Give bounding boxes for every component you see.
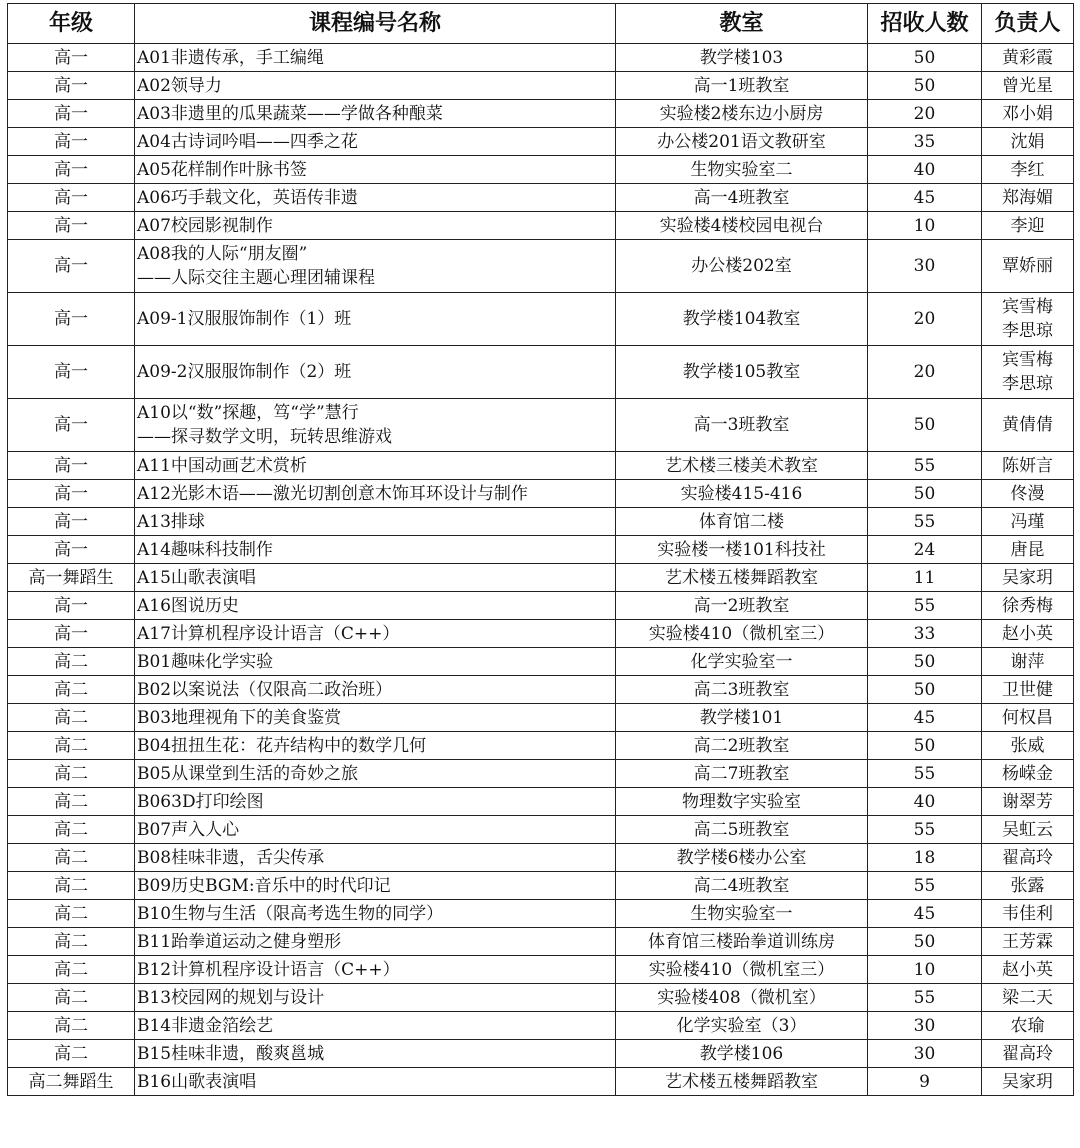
course-line: A13排球 <box>137 511 205 532</box>
course-cell <box>135 872 616 900</box>
course-line: A11中国动画艺术赏析 <box>137 455 307 476</box>
leader-cell <box>982 508 1074 536</box>
grade-cell: 高二 <box>8 984 135 1012</box>
count-cell: 50 <box>868 648 982 676</box>
table-row <box>8 1068 1074 1096</box>
room-cell: 实验楼2楼东边小厨房 <box>616 100 868 128</box>
course-line: B05从课堂到生活的奇妙之旅 <box>137 763 359 784</box>
table-row <box>8 788 1074 816</box>
leader-cell <box>982 984 1074 1012</box>
count-cell: 9 <box>868 1068 982 1096</box>
leader-line: 黄倩倩 <box>1002 415 1053 435</box>
header-grade: 年级 <box>8 4 135 44</box>
leader-cell <box>982 788 1074 816</box>
grade-cell: 高二 <box>8 648 135 676</box>
grade-cell: 高一 <box>8 44 135 72</box>
room-cell: 高二5班教室 <box>616 816 868 844</box>
room-cell: 体育馆二楼 <box>616 508 868 536</box>
course-table <box>7 3 1074 1096</box>
leader-line: 何权昌 <box>1002 707 1053 728</box>
table-row <box>8 872 1074 900</box>
grade-cell: 高二 <box>8 704 135 732</box>
table-row <box>8 1012 1074 1040</box>
count-cell: 30 <box>868 240 982 293</box>
course-cell <box>135 676 616 704</box>
leader-line: 吴家玥 <box>1002 1071 1053 1092</box>
room-cell: 教学楼101 <box>616 704 868 732</box>
course-line: B14非遗金箔绘艺 <box>137 1015 274 1036</box>
count-cell: 10 <box>868 212 982 240</box>
grade-cell: 高二 <box>8 760 135 788</box>
table-row <box>8 293 1074 346</box>
leader-line: 李思琼 <box>1002 321 1053 341</box>
table-row <box>8 44 1074 72</box>
room-cell: 教学楼106 <box>616 1040 868 1068</box>
header-row <box>8 4 1074 44</box>
grade-cell: 高一 <box>8 184 135 212</box>
count-cell: 11 <box>868 564 982 592</box>
leader-line: 谢翠芳 <box>1002 791 1053 812</box>
course-cell <box>135 156 616 184</box>
course-cell <box>135 44 616 72</box>
table-row <box>8 704 1074 732</box>
count-cell: 50 <box>868 480 982 508</box>
table-row <box>8 72 1074 100</box>
room-cell: 办公楼201语文教研室 <box>616 128 868 156</box>
grade-cell: 高一 <box>8 536 135 564</box>
course-cell <box>135 984 616 1012</box>
leader-line: 张威 <box>1010 735 1045 756</box>
room-cell: 实验楼一楼101科技社 <box>616 536 868 564</box>
count-cell: 30 <box>868 1012 982 1040</box>
room-cell: 生物实验室二 <box>616 156 868 184</box>
course-line: B11跆拳道运动之健身塑形 <box>137 931 342 952</box>
leader-cell <box>982 704 1074 732</box>
table-row <box>8 760 1074 788</box>
room-cell: 艺术楼三楼美术教室 <box>616 452 868 480</box>
leader-line: 沈娟 <box>1010 131 1045 152</box>
grade-cell: 高一 <box>8 72 135 100</box>
course-line: A01非遗传承，手工编绳 <box>137 47 324 68</box>
course-cell <box>135 212 616 240</box>
leader-line: 吴家玥 <box>1002 567 1053 588</box>
leader-cell <box>982 184 1074 212</box>
header-leader: 负责人 <box>982 4 1074 44</box>
table-row <box>8 156 1074 184</box>
course-cell <box>135 480 616 508</box>
grade-cell: 高一 <box>8 156 135 184</box>
room-cell: 实验楼4楼校园电视台 <box>616 212 868 240</box>
leader-cell <box>982 844 1074 872</box>
leader-cell <box>982 100 1074 128</box>
count-cell: 55 <box>868 984 982 1012</box>
leader-cell <box>982 620 1074 648</box>
course-line: B13校园网的规划与设计 <box>137 987 325 1008</box>
leader-line: 曾光星 <box>1002 75 1053 96</box>
count-cell: 55 <box>868 760 982 788</box>
leader-cell <box>982 564 1074 592</box>
leader-cell <box>982 346 1074 399</box>
course-cell <box>135 1012 616 1040</box>
room-cell: 高一2班教室 <box>616 592 868 620</box>
header-room: 教室 <box>616 4 868 44</box>
leader-line: 梁二天 <box>1002 987 1053 1008</box>
count-cell: 40 <box>868 788 982 816</box>
count-cell: 55 <box>868 592 982 620</box>
course-cell <box>135 648 616 676</box>
course-cell <box>135 592 616 620</box>
room-cell: 教学楼103 <box>616 44 868 72</box>
leader-cell <box>982 592 1074 620</box>
count-cell: 40 <box>868 156 982 184</box>
course-cell <box>135 399 616 452</box>
grade-cell: 高一 <box>8 128 135 156</box>
count-cell: 24 <box>868 536 982 564</box>
table-row <box>8 128 1074 156</box>
leader-cell <box>982 648 1074 676</box>
table-row <box>8 536 1074 564</box>
leader-line: 卫世健 <box>1002 679 1053 700</box>
count-cell: 10 <box>868 956 982 984</box>
room-cell: 化学实验室一 <box>616 648 868 676</box>
course-line: A07校园影视制作 <box>137 215 273 236</box>
grade-cell: 高一舞蹈生 <box>8 564 135 592</box>
course-cell <box>135 1040 616 1068</box>
course-cell <box>135 72 616 100</box>
count-cell: 50 <box>868 399 982 452</box>
leader-line: 翟高玲 <box>1002 1043 1053 1064</box>
leader-line: 赵小英 <box>1002 959 1053 980</box>
course-cell <box>135 508 616 536</box>
table-row <box>8 399 1074 452</box>
course-line: A15山歌表演唱 <box>137 567 256 588</box>
course-line: ——人际交往主题心理团辅课程 <box>137 268 375 288</box>
count-cell: 33 <box>868 620 982 648</box>
course-line: B01趣味化学实验 <box>137 651 274 672</box>
leader-cell <box>982 1012 1074 1040</box>
table-row <box>8 346 1074 399</box>
leader-line: 宾雪梅 <box>1002 297 1053 317</box>
count-cell: 50 <box>868 72 982 100</box>
room-cell: 生物实验室一 <box>616 900 868 928</box>
course-cell <box>135 956 616 984</box>
course-cell <box>135 564 616 592</box>
leader-line: 吴虹云 <box>1002 819 1053 840</box>
course-line: ——探寻数学文明，玩转思维游戏 <box>137 427 392 447</box>
course-cell <box>135 240 616 293</box>
count-cell: 35 <box>868 128 982 156</box>
grade-cell: 高二 <box>8 1012 135 1040</box>
count-cell: 45 <box>868 900 982 928</box>
header-course: 课程编号名称 <box>135 4 616 44</box>
course-cell <box>135 452 616 480</box>
leader-cell <box>982 536 1074 564</box>
leader-cell <box>982 240 1074 293</box>
leader-line: 邓小娟 <box>1002 103 1053 124</box>
leader-cell <box>982 480 1074 508</box>
course-line: B063D打印绘图 <box>137 791 264 812</box>
table-row <box>8 732 1074 760</box>
course-cell <box>135 816 616 844</box>
course-line: A08我的人际“朋友圈” <box>137 244 308 264</box>
leader-line: 佟漫 <box>1010 483 1045 504</box>
room-cell: 实验楼415-416 <box>616 480 868 508</box>
grade-cell: 高二 <box>8 928 135 956</box>
course-line: A10以“数”探趣，笃“学”慧行 <box>137 403 359 423</box>
course-line: B08桂味非遗，舌尖传承 <box>137 847 325 868</box>
count-cell: 55 <box>868 872 982 900</box>
table-row <box>8 452 1074 480</box>
grade-cell: 高二 <box>8 732 135 760</box>
course-line: A16图说历史 <box>137 595 239 616</box>
table-row <box>8 480 1074 508</box>
room-cell: 艺术楼五楼舞蹈教室 <box>616 1068 868 1096</box>
leader-line: 宾雪梅 <box>1002 350 1053 370</box>
room-cell: 教学楼104教室 <box>616 293 868 346</box>
leader-line: 郑海媚 <box>1002 187 1053 208</box>
table-row <box>8 100 1074 128</box>
count-cell: 55 <box>868 452 982 480</box>
course-line: B07声入人心 <box>137 819 240 840</box>
grade-cell: 高二 <box>8 1040 135 1068</box>
course-line: A06巧手载文化，英语传非遗 <box>137 187 358 208</box>
leader-line: 谢萍 <box>1010 651 1045 672</box>
room-cell: 化学实验室（3） <box>616 1012 868 1040</box>
leader-cell <box>982 872 1074 900</box>
leader-line: 覃娇丽 <box>1002 256 1053 276</box>
leader-cell <box>982 676 1074 704</box>
course-cell <box>135 293 616 346</box>
grade-cell: 高一 <box>8 100 135 128</box>
leader-cell <box>982 1068 1074 1096</box>
course-line: B12计算机程序设计语言（C++） <box>137 959 400 980</box>
course-line: A12光影木语——激光切割创意木饰耳环设计与制作 <box>137 483 528 504</box>
table-row <box>8 184 1074 212</box>
count-cell: 55 <box>868 816 982 844</box>
leader-cell <box>982 760 1074 788</box>
room-cell: 教学楼6楼办公室 <box>616 844 868 872</box>
count-cell: 55 <box>868 508 982 536</box>
room-cell: 艺术楼五楼舞蹈教室 <box>616 564 868 592</box>
course-cell <box>135 900 616 928</box>
count-cell: 45 <box>868 184 982 212</box>
course-cell <box>135 1068 616 1096</box>
leader-line: 王芳霖 <box>1002 931 1053 952</box>
table-row <box>8 240 1074 293</box>
count-cell: 20 <box>868 293 982 346</box>
count-cell: 45 <box>868 704 982 732</box>
leader-line: 唐昆 <box>1010 539 1045 560</box>
grade-cell: 高二 <box>8 816 135 844</box>
leader-line: 农瑜 <box>1010 1015 1045 1036</box>
course-line: A09-2汉服服饰制作（2）班 <box>137 362 352 382</box>
grade-cell: 高二 <box>8 676 135 704</box>
course-line: A04古诗词吟唱——四季之花 <box>137 131 358 152</box>
leader-line: 韦佳利 <box>1002 903 1053 924</box>
course-cell <box>135 760 616 788</box>
course-cell <box>135 620 616 648</box>
course-line: B03地理视角下的美食鉴赏 <box>137 707 342 728</box>
leader-line: 冯瑾 <box>1010 511 1045 532</box>
grade-cell: 高一 <box>8 346 135 399</box>
room-cell: 物理数字实验室 <box>616 788 868 816</box>
leader-line: 徐秀梅 <box>1002 595 1053 616</box>
leader-cell <box>982 212 1074 240</box>
leader-line: 陈妍言 <box>1002 455 1053 476</box>
leader-cell <box>982 900 1074 928</box>
table-row <box>8 212 1074 240</box>
leader-cell <box>982 928 1074 956</box>
count-cell: 20 <box>868 346 982 399</box>
course-cell <box>135 928 616 956</box>
table-row <box>8 844 1074 872</box>
course-line: A05花样制作叶脉书签 <box>137 159 307 180</box>
count-cell: 30 <box>868 1040 982 1068</box>
course-line: B02以案说法（仅限高二政治班） <box>137 679 393 700</box>
grade-cell: 高一 <box>8 592 135 620</box>
grade-cell: 高一 <box>8 508 135 536</box>
table-body <box>8 44 1074 1096</box>
room-cell: 高一4班教室 <box>616 184 868 212</box>
course-line: A17计算机程序设计语言（C++） <box>137 623 400 644</box>
course-cell <box>135 346 616 399</box>
leader-line: 李迎 <box>1010 215 1045 236</box>
leader-line: 翟高玲 <box>1002 847 1053 868</box>
leader-cell <box>982 293 1074 346</box>
grade-cell: 高一 <box>8 212 135 240</box>
course-cell <box>135 844 616 872</box>
grade-cell: 高一 <box>8 399 135 452</box>
leader-line: 张露 <box>1010 875 1045 896</box>
table-row <box>8 620 1074 648</box>
course-line: B09历史BGM:音乐中的时代印记 <box>137 875 391 896</box>
table-row <box>8 564 1074 592</box>
grade-cell: 高二 <box>8 900 135 928</box>
course-line: B04扭扭生花：花卉结构中的数学几何 <box>137 735 427 756</box>
course-line: A14趣味科技制作 <box>137 539 273 560</box>
count-cell: 50 <box>868 732 982 760</box>
grade-cell: 高二 <box>8 788 135 816</box>
room-cell: 高一3班教室 <box>616 399 868 452</box>
leader-cell <box>982 44 1074 72</box>
room-cell: 体育馆三楼跆拳道训练房 <box>616 928 868 956</box>
course-cell <box>135 536 616 564</box>
leader-line: 李红 <box>1010 159 1045 180</box>
table-row <box>8 1040 1074 1068</box>
leader-cell <box>982 156 1074 184</box>
leader-cell <box>982 72 1074 100</box>
count-cell: 20 <box>868 100 982 128</box>
room-cell: 高一1班教室 <box>616 72 868 100</box>
course-line: B10生物与生活（限高考选生物的同学） <box>137 903 444 924</box>
count-cell: 18 <box>868 844 982 872</box>
course-cell <box>135 788 616 816</box>
grade-cell: 高二 <box>8 872 135 900</box>
header-count: 招收人数 <box>868 4 982 44</box>
grade-cell: 高一 <box>8 293 135 346</box>
leader-line: 杨嵘金 <box>1002 763 1053 784</box>
leader-cell <box>982 128 1074 156</box>
table-row <box>8 676 1074 704</box>
grade-cell: 高二舞蹈生 <box>8 1068 135 1096</box>
course-cell <box>135 732 616 760</box>
leader-cell <box>982 816 1074 844</box>
table-row <box>8 648 1074 676</box>
leader-cell <box>982 1040 1074 1068</box>
count-cell: 50 <box>868 928 982 956</box>
table-row <box>8 984 1074 1012</box>
course-cell <box>135 704 616 732</box>
course-cell <box>135 184 616 212</box>
table-row <box>8 956 1074 984</box>
table-row <box>8 900 1074 928</box>
grade-cell: 高一 <box>8 240 135 293</box>
course-line: A02领导力 <box>137 75 222 96</box>
course-line: B15桂味非遗，酸爽邕城 <box>137 1043 325 1064</box>
room-cell: 高二4班教室 <box>616 872 868 900</box>
grade-cell: 高一 <box>8 452 135 480</box>
course-line: A03非遗里的瓜果蔬菜——学做各种酿菜 <box>137 103 443 124</box>
leader-cell <box>982 956 1074 984</box>
course-line: A09-1汉服服饰制作（1）班 <box>137 309 352 329</box>
room-cell: 实验楼410（微机室三） <box>616 956 868 984</box>
grade-cell: 高一 <box>8 480 135 508</box>
room-cell: 高二2班教室 <box>616 732 868 760</box>
room-cell: 教学楼105教室 <box>616 346 868 399</box>
leader-line: 李思琼 <box>1002 374 1053 394</box>
room-cell: 高二7班教室 <box>616 760 868 788</box>
count-cell: 50 <box>868 44 982 72</box>
leader-cell <box>982 732 1074 760</box>
grade-cell: 高二 <box>8 956 135 984</box>
table-row <box>8 816 1074 844</box>
course-cell <box>135 128 616 156</box>
course-line: B16山歌表演唱 <box>137 1071 257 1092</box>
leader-line: 赵小英 <box>1002 623 1053 644</box>
room-cell: 实验楼410（微机室三） <box>616 620 868 648</box>
table-row <box>8 928 1074 956</box>
course-cell <box>135 100 616 128</box>
room-cell: 实验楼408（微机室） <box>616 984 868 1012</box>
count-cell: 50 <box>868 676 982 704</box>
leader-cell <box>982 399 1074 452</box>
table-row <box>8 592 1074 620</box>
leader-line: 黄彩霞 <box>1002 47 1053 68</box>
leader-cell <box>982 452 1074 480</box>
room-cell: 办公楼202室 <box>616 240 868 293</box>
table-row <box>8 508 1074 536</box>
grade-cell: 高二 <box>8 844 135 872</box>
room-cell: 高二3班教室 <box>616 676 868 704</box>
grade-cell: 高一 <box>8 620 135 648</box>
